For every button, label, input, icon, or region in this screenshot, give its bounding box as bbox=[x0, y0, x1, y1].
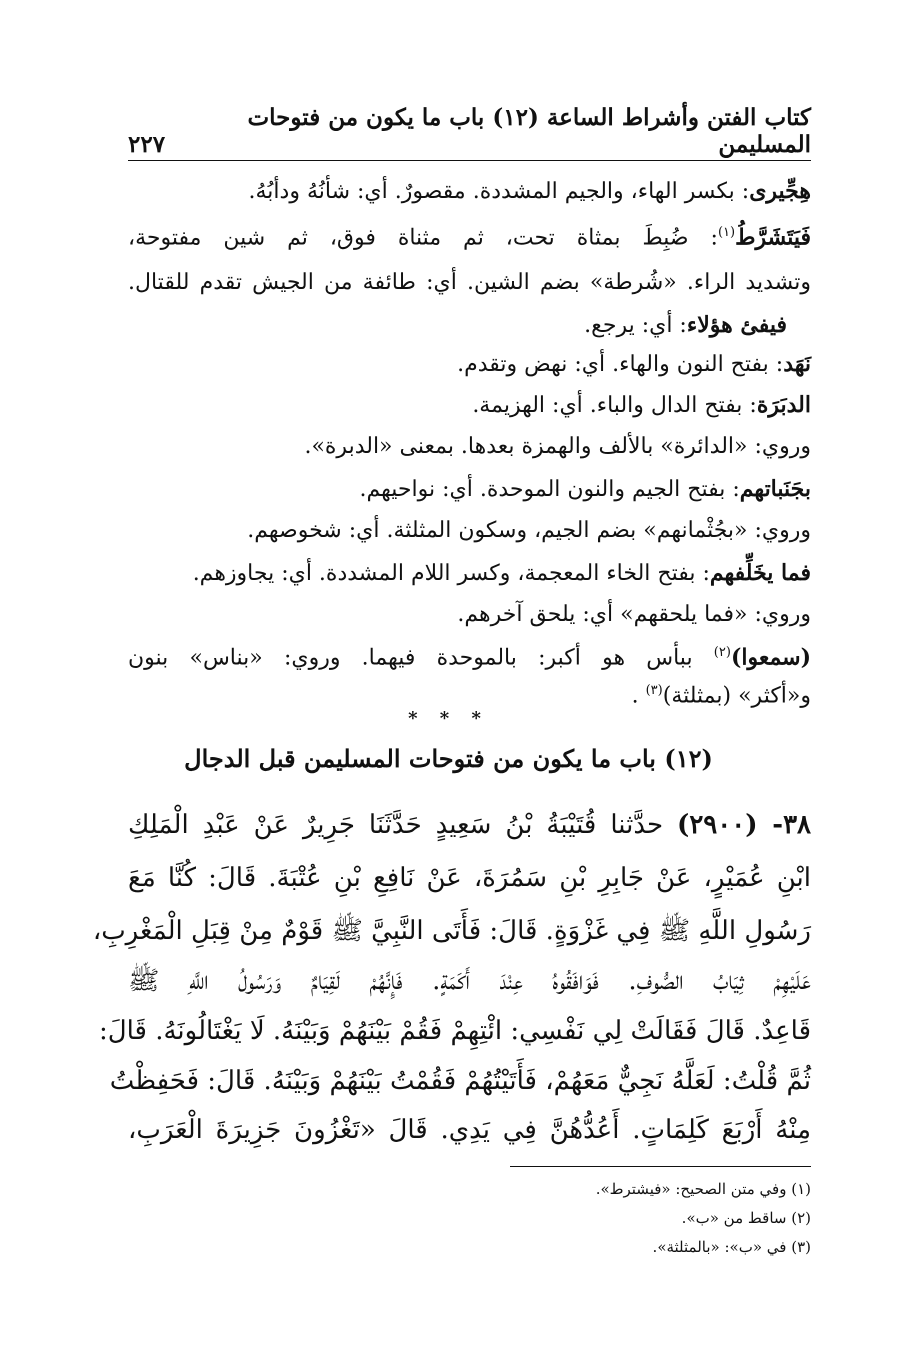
glossary-line bbox=[128, 180, 811, 203]
glossary-line bbox=[128, 604, 811, 626]
page-number: ٢٢٧ bbox=[128, 131, 166, 158]
glossary-line bbox=[128, 478, 811, 501]
glossary-term: نَهَد bbox=[783, 351, 811, 377]
glossary-text: وروي: «فما يلحقهم» أي: يلحق آخرهم. bbox=[457, 602, 811, 627]
glossary-term: (سمعوا) bbox=[730, 644, 811, 671]
glossary-text: : بفتح الدال والباء. أي: الهزيمة. bbox=[472, 393, 757, 418]
hadith-line: عَلَيْهِمْ ثِيَابُ الصُّوفِ. فَوَافَقُوهُ عِنْدَ أَكَمَةٍ. فَإِنَّهُمْ لَقِيَامٌ وَرَسُولُ اللَّهِ ﷺ bbox=[128, 966, 811, 996]
glossary-term: الدبَرَة bbox=[756, 392, 811, 418]
glossary-line bbox=[128, 520, 811, 542]
glossary-line bbox=[128, 646, 811, 669]
glossary-line bbox=[128, 353, 811, 376]
glossary-text: : بكسر الهاء، والجيم المشددة. مقصورٌ. أي: شأنُهُ ودأبُهُ. bbox=[248, 179, 750, 204]
header-rule bbox=[128, 160, 811, 161]
hadith-text: حدَّثنا قُتَيْبَةُ بْنُ سَعِيدٍ حَدَّثَنَا جَرِيرٌ عَنْ عَبْدِ الْمَلِكِ bbox=[128, 810, 664, 840]
glossary-line bbox=[128, 562, 811, 585]
glossary-term: فَيَتَشَرَّطُ bbox=[735, 224, 811, 251]
section-title: (١٢) باب ما يكون من فتوحات المسليمن قبل الدجال bbox=[184, 744, 713, 773]
hadith-line: ابْنِ عُمَيْرٍ، عَنْ جَابِرِ بْنِ سَمُرَةَ، عَنْ نَافِعِ بْنِ عُتْبَةَ. قَالَ: كُنَّا مَعَ bbox=[128, 863, 811, 893]
footnote-ref: (٢) bbox=[713, 645, 731, 660]
glossary-text: وتشديد الراء. «شُرطة» بضم الشين. أي: طائفة من الجيش تقدم للقتال. bbox=[128, 270, 811, 295]
hadith-line: رَسُولِ اللَّهِ ﷺ فِي غَزْوَةٍ. قَالَ: فَأَتَى النَّبِيَّ ﷺ قَوْمٌ مِنْ قِبَلِ الْمَغْرِبِ، bbox=[92, 916, 811, 946]
glossary-term: فما يخَلِّفهم bbox=[709, 560, 811, 586]
glossary-text: : بفتح النون والهاء. أي: نهض وتقدم. bbox=[457, 352, 784, 377]
glossary-text: وروي: «بجُثْمانهم» بضم الجيم، وسكون المثلثة. أي: شخوصهم. bbox=[247, 518, 811, 543]
hadith-line: قَاعِدٌ. قَالَ فَقَالَتْ لِي نَفْسِي: ائْتِهِمْ فَقُمْ بَيْنَهُمْ وَبَيْنَهُ. لَا يَغْتَالُونَهُ. قَالَ: bbox=[98, 1016, 811, 1046]
glossary-term: بجَنَباتهم bbox=[739, 476, 811, 502]
hadith-line bbox=[128, 812, 811, 838]
footnote-rule bbox=[510, 1166, 811, 1167]
glossary-text: . bbox=[631, 683, 646, 709]
footnote: (١) وفي متن الصحيح: «فيشترط». bbox=[595, 1180, 811, 1198]
hadith-number: ٣٨- (٢٩٠٠) bbox=[677, 810, 811, 840]
hadith-line: مِنْهُ أَرْبَعَ كَلِمَاتٍ. أَعُدُّهُنَّ فِي يَدِي. قَالَ «تَغْزُونَ جَزِيرَةَ الْعَرَبِ، bbox=[128, 1115, 811, 1145]
hadith-line: ثُمَّ قُلْتُ: لَعَلَّهُ نَجِيٌّ مَعَهُمْ، فَأَتَيْتُهُمْ فَقُمْتُ بَيْنَهُمْ وَبَيْنَهُ. قَالَ: فَحَفِظْتُ bbox=[109, 1066, 811, 1096]
glossary-line bbox=[128, 684, 811, 707]
glossary-term: فيفئ هؤلاء bbox=[686, 312, 787, 338]
glossary-line bbox=[128, 394, 811, 417]
glossary-term: هِجِّيرى bbox=[749, 178, 811, 204]
footnote: (٢) ساقط من «ب». bbox=[681, 1209, 811, 1227]
glossary-text: و«أكثر» (بمثلثة) bbox=[662, 683, 811, 709]
footnote: (٣) في «ب»: «بالمثلثة». bbox=[652, 1238, 811, 1256]
glossary-text: : بفتح الخاء المعجمة، وكسر اللام المشددة. أي: يجاوزهم. bbox=[192, 561, 710, 586]
header-title: كتاب الفتن وأشراط الساعة (١٢) باب ما يكون من فتوحات المسليمن bbox=[247, 104, 811, 158]
glossary-line bbox=[128, 314, 787, 337]
glossary-text: ببأس هو أكبر: بالموحدة فيهما. وروي: «بناس» بنون bbox=[128, 645, 714, 671]
footnote-ref: (٣) bbox=[645, 683, 663, 698]
glossary-text: : بفتح الجيم والنون الموحدة. أي: نواحيهم. bbox=[359, 477, 740, 502]
glossary-text: : ضُبِطَ بمثاة تحت، ثم مثناة فوق، ثم شين مفتوحة، bbox=[128, 225, 718, 251]
section-separator: * * * bbox=[408, 708, 489, 729]
glossary-line bbox=[128, 226, 811, 249]
running-header bbox=[128, 104, 811, 158]
glossary-line bbox=[128, 272, 811, 294]
glossary-text: : أي: يرجع. bbox=[584, 313, 687, 338]
footnote-ref: (١) bbox=[717, 225, 736, 240]
glossary-line bbox=[128, 436, 811, 458]
glossary-text: وروي: «الدائرة» بالألف والهمزة بعدها. بمعنى «الدبرة». bbox=[304, 434, 811, 459]
